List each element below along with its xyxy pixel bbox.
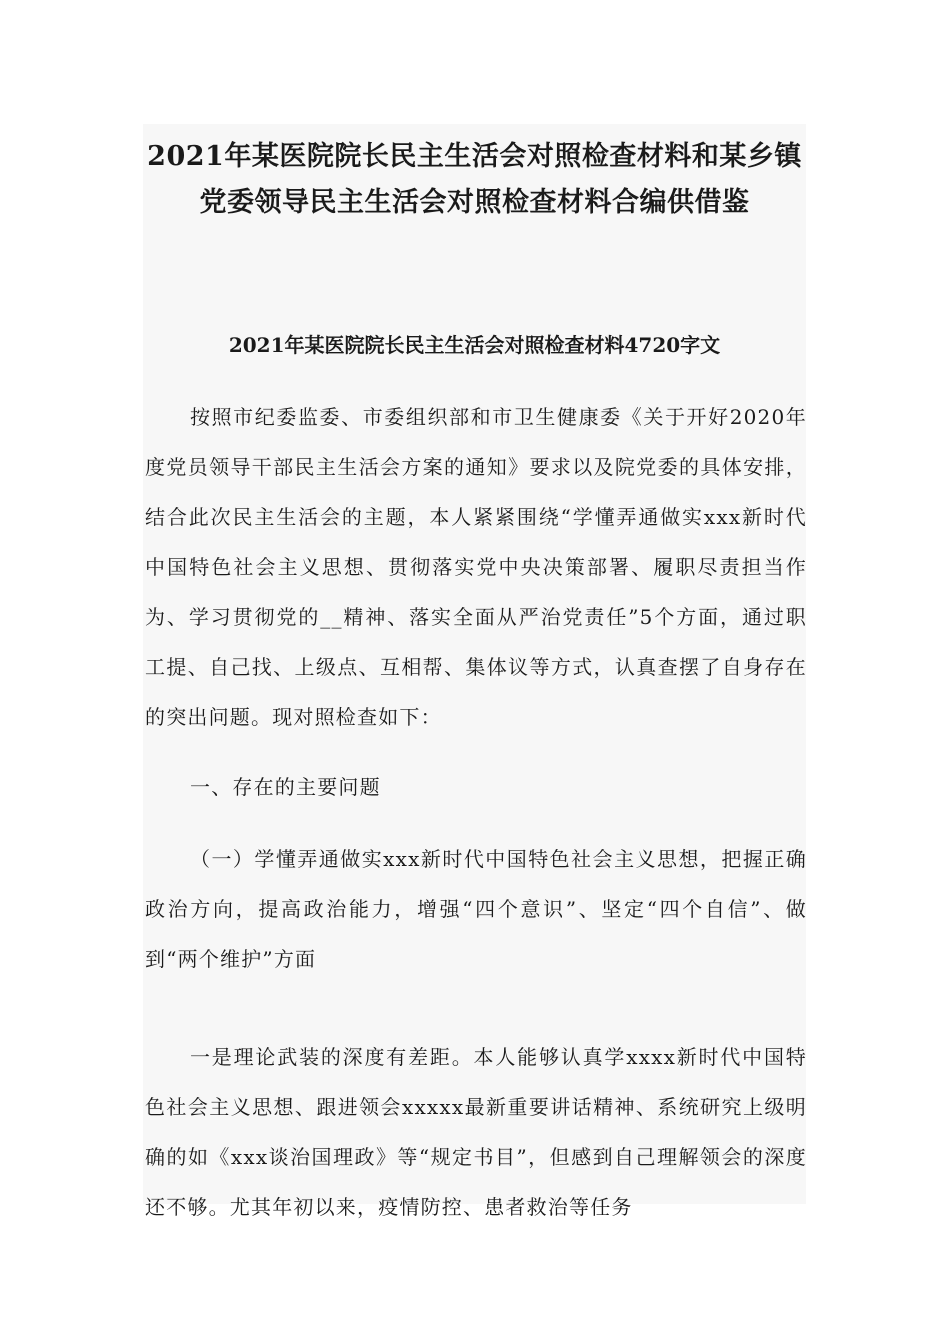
section-title: 2021年某医院院长民主生活会对照检查材料4720字文: [228, 333, 721, 357]
section-heading: 一、存在的主要问题: [190, 775, 381, 799]
document-title: 2021年某医院院长民主生活会对照检查材料和某乡镇党委领导民主生活会对照检查材料合编供借鉴: [147, 141, 802, 218]
subsection-heading: （一）学懂弄通做实xxx新时代中国特色社会主义思想，把握正确政治方向，提高政治能力，增强“四个意识”、坚定“四个自信”、做到“两个维护”方面: [145, 847, 807, 971]
paragraph-body: 一是理论武装的深度有差距。本人能够认真学xxxx新时代中国特色社会主义思想、跟进领会xxxxx最新重要讲话精神、系统研究上级明确的如《xxx谈治国理政》等“规定书目”，但感到自己理解领会的深度还不够。尤其年初以来，疫情防控、患者救治等任务: [145, 1045, 807, 1219]
paragraph-intro: 按照市纪委监委、市委组织部和市卫生健康委《关于开好2020年度党员领导干部民主生活会方案的通知》要求以及院党委的具体安排，结合此次民主生活会的主题，本人紧紧围绕“学懂弄通做实xxx新时代中国特色社会主义思想、贯彻落实党中央决策部署、履职尽责担当作为、学习贯彻党的__精神、落实全面从严治党责任”5个方面，通过职工提、自己找、上级点、互相帮、集体议等方式，认真查摆了自身存在的突出问题。现对照检查如下：: [145, 405, 807, 729]
